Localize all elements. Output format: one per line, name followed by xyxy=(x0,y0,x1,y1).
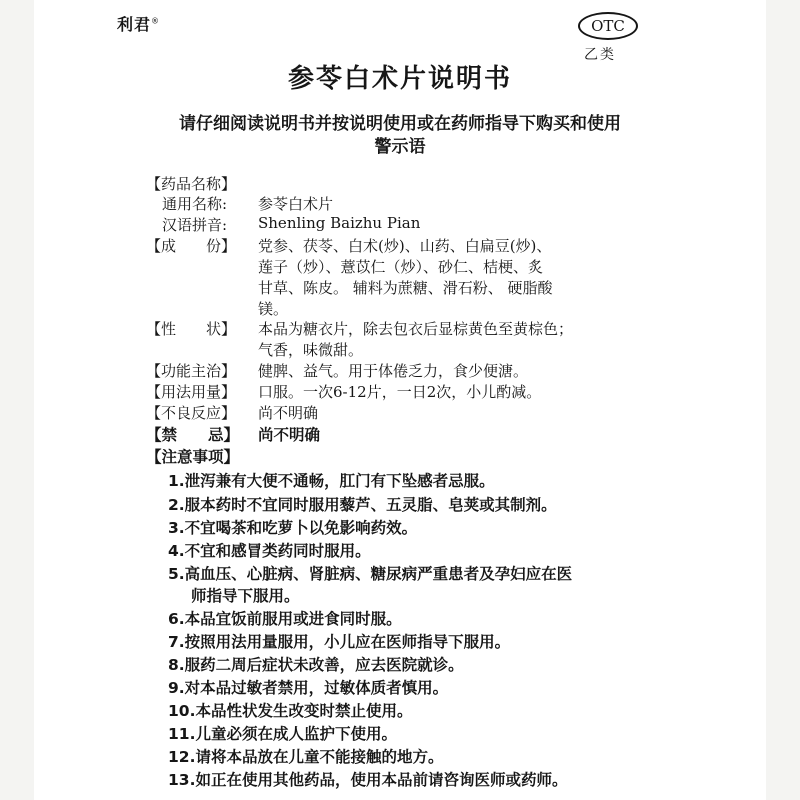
contraindications-label: 【禁 忌】 xyxy=(146,426,240,444)
ingredients-line: 镁。 xyxy=(258,300,289,318)
indications-value: 健脾、益气。用于体倦乏力，食少便溏。 xyxy=(258,362,529,380)
adverse-reactions-value: 尚不明确 xyxy=(258,404,319,422)
precaution-item: 9.对本品过敏者禁用，过敏体质者慎用。 xyxy=(168,679,449,697)
precaution-item: 5.高血压、心脏病、肾脏病、糖尿病严重患者及孕妇应在医 xyxy=(168,565,573,583)
ingredients-line: 莲子（炒）、薏苡仁（炒）、砂仁、桔梗、炙 xyxy=(258,258,544,276)
precaution-item-continued: 师指导下服用。 xyxy=(191,587,300,605)
precaution-item: 7.按照用法用量服用，小儿应在医师指导下服用。 xyxy=(168,633,511,651)
brand-logo xyxy=(117,12,160,35)
contraindications-value: 尚不明确 xyxy=(258,426,321,444)
dosage-label: 【用法用量】 xyxy=(146,383,237,401)
dosage-value: 口服。一次6-12片，一日2次，小儿酌减。 xyxy=(258,383,542,401)
properties-line: 本品为糖衣片，除去包衣后显棕黄色至黄棕色； xyxy=(258,320,574,338)
precaution-item: 10.本品性状发生改变时禁止使用。 xyxy=(168,702,413,720)
common-name-value: 参苓白术片 xyxy=(258,195,334,213)
document-title: 参苓白术片说明书 xyxy=(287,64,512,94)
precaution-item: 13.如正在使用其他药品，使用本品前请咨询医师或药师。 xyxy=(168,771,568,789)
ingredients-line: 甘草、陈皮。 辅料为蔗糖、滑石粉、 硬脂酸 xyxy=(258,279,553,297)
common-name-label: 通用名称: xyxy=(162,195,228,213)
precaution-item: 6.本品宜饭前服用或进食同时服。 xyxy=(168,610,402,628)
brand-name: 利君 xyxy=(117,15,152,34)
indications-label: 【功能主治】 xyxy=(146,362,237,380)
properties-line: 气香，味微甜。 xyxy=(258,341,364,359)
pinyin-label: 汉语拼音: xyxy=(162,216,228,234)
registered-mark: ® xyxy=(151,16,161,26)
precaution-item: 3.不宜喝茶和吃萝卜以免影响药效。 xyxy=(168,519,418,537)
otc-category: 乙类 xyxy=(584,47,616,63)
properties-label: 【性 状】 xyxy=(146,320,237,338)
otc-badge: OTC xyxy=(578,12,638,40)
precaution-item: 2.服本药时不宜同时服用藜芦、五灵脂、皂荚或其制剂。 xyxy=(168,496,557,514)
precaution-item: 1.泄泻兼有大便不通畅，肛门有下坠感者忌服。 xyxy=(168,472,495,490)
precautions-label: 【注意事项】 xyxy=(146,448,240,466)
ingredients-line: 党参、茯苓、白术(炒)、山药、白扁豆(炒)、 xyxy=(258,237,552,255)
instruction-notice: 请仔细阅读说明书并按说明使用或在药师指导下购买和使用 xyxy=(179,114,621,134)
precaution-item: 8.服药二周后症状未改善，应去医院就诊。 xyxy=(168,656,464,674)
pinyin-value: Shenling Baizhu Pian xyxy=(258,214,421,232)
precaution-item: 11.儿童必须在成人监护下使用。 xyxy=(168,725,397,743)
ingredients-label: 【成 份】 xyxy=(146,237,237,255)
warning-heading: 警示语 xyxy=(374,137,426,157)
drug-name-header: 【药品名称】 xyxy=(146,175,237,193)
precaution-item: 4.不宜和感冒类药同时服用。 xyxy=(168,542,371,560)
precaution-item: 12.请将本品放在儿童不能接触的地方。 xyxy=(168,748,444,766)
adverse-reactions-label: 【不良反应】 xyxy=(146,404,237,422)
